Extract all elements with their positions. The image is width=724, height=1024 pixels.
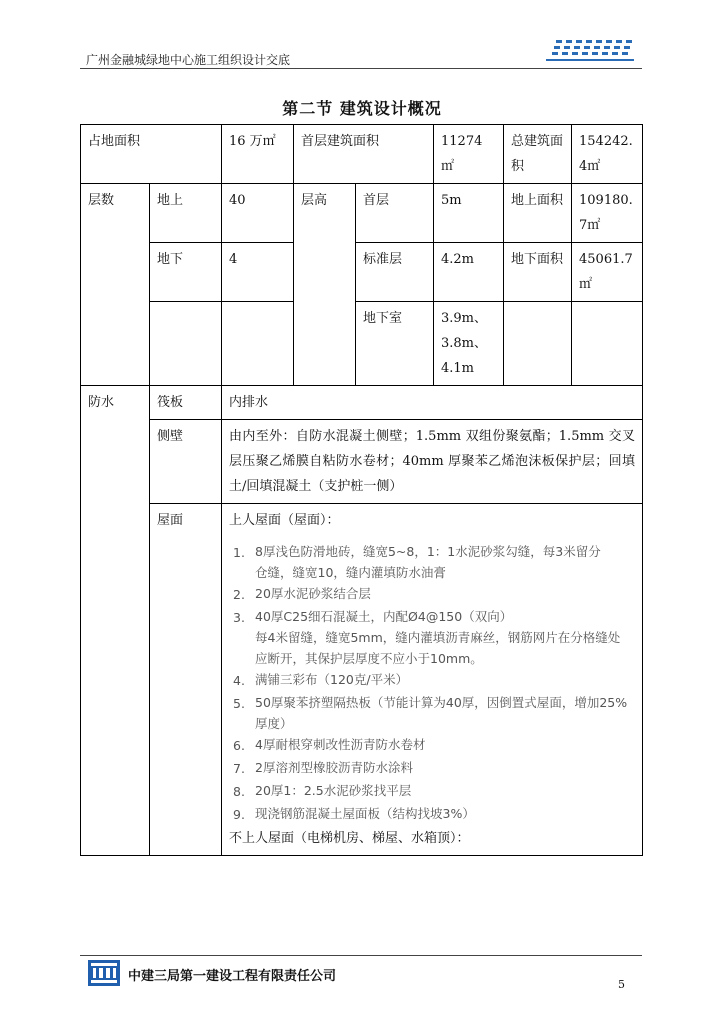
list-item-line: 现浇钢筋混凝土屋面板（结构找坡3%） (255, 806, 475, 821)
header-logo-icon (546, 38, 636, 66)
total-area-label: 总建筑面积 (504, 125, 572, 184)
raft-label: 筏板 (150, 386, 222, 420)
header-divider (80, 68, 642, 69)
roof-label: 屋面 (150, 504, 222, 856)
list-item (229, 583, 635, 606)
list-item-line: 40厚C25细石混凝土，内配Ø4@150（双向） (255, 609, 513, 624)
list-item-text (255, 803, 635, 826)
list-item (229, 757, 635, 780)
section-title: 第二节 建筑设计概况 (282, 99, 442, 118)
list-item (229, 734, 635, 757)
above-ground-label: 地上 (150, 184, 222, 243)
list-item-number: 2. (233, 587, 245, 602)
roof-nonaccessible-title: 不上人屋面（电梯机房、梯屋、水箱顶）： (229, 831, 470, 846)
total-area-value: 154242.4㎡ (572, 125, 643, 184)
table-row (81, 504, 643, 856)
building-design-table (80, 124, 643, 856)
company-logo-icon (88, 960, 120, 986)
site-area-value: 16 万㎡ (222, 125, 294, 184)
roof-layer-list (229, 541, 635, 826)
list-item-line: 4厚耐根穿刺改性沥青防水卷材 (255, 737, 426, 752)
sidewall-value: 由内至外：自防水混凝土侧壁；1.5mm 双组份聚氨酯；1.5mm 交叉层压聚乙烯膜自粘防水卷材；40mm 厚聚苯乙烯泡沫板保护层；回填土/回填混凝土（支护桩一侧） (222, 420, 643, 504)
list-item-number: 4. (233, 673, 245, 688)
list-item-number: 7. (233, 761, 245, 776)
roof-content (222, 504, 643, 856)
table-row (81, 243, 643, 302)
list-item-number: 8. (233, 784, 245, 799)
list-item-text (255, 583, 635, 606)
footer-divider (80, 955, 642, 956)
list-item-line: 满铺三彩布（120克/平米） (255, 672, 409, 687)
list-item-text (255, 692, 635, 734)
list-item-line: 每4米留缝，缝宽5mm，缝内灌填沥青麻丝，钢筋网片在分格缝处 (255, 630, 621, 645)
list-item-number: 5. (233, 696, 245, 711)
basement-values (434, 302, 504, 386)
list-item-text (255, 606, 635, 669)
waterproof-label: 防水 (81, 386, 150, 856)
first-floor-area-label: 首层建筑面积 (294, 125, 434, 184)
list-item-line: 20厚水泥砂浆结合层 (255, 586, 371, 601)
basement-label: 地下室 (356, 302, 434, 386)
standard-floor-value: 4.2m (434, 243, 504, 302)
floor-height-label: 层高 (294, 184, 356, 386)
list-item (229, 606, 635, 669)
below-area-value: 45061.7㎡ (572, 243, 643, 302)
site-area-label: 占地面积 (81, 125, 222, 184)
list-item-text (255, 757, 635, 780)
sidewall-label: 侧壁 (150, 420, 222, 504)
list-item-number: 1. (233, 545, 245, 560)
list-item-text (255, 734, 635, 757)
above-area-value: 109180.7㎡ (572, 184, 643, 243)
roof-accessible-title: 上人屋面（屋面）： (229, 513, 340, 528)
list-item (229, 692, 635, 734)
standard-floor-label: 标准层 (356, 243, 434, 302)
above-area-label: 地上面积 (504, 184, 572, 243)
list-item-line: 50厚聚苯挤塑隔热板（节能计算为40厚，因倒置式屋面，增加25%厚度） (255, 695, 628, 731)
list-item-line: 仓缝，缝宽10，缝内灌填防水油膏 (255, 565, 446, 580)
list-item-text (255, 780, 635, 803)
below-area-label: 地下面积 (504, 243, 572, 302)
first-floor-value: 5m (434, 184, 504, 243)
list-item (229, 669, 635, 692)
first-floor-area-value: 11274 ㎡ (434, 125, 504, 184)
basement-value: 3.9m、 (441, 311, 488, 326)
first-floor-label: 首层 (356, 184, 434, 243)
below-ground-value: 4 (222, 243, 294, 302)
table-row (81, 420, 643, 504)
list-item-text (255, 541, 635, 583)
raft-value: 内排水 (222, 386, 643, 420)
list-item-line: 2厚溶剂型橡胶沥青防水涂料 (255, 760, 413, 775)
page-number: 5 (618, 978, 625, 991)
list-item-number: 9. (233, 807, 245, 822)
floors-label: 层数 (81, 184, 150, 386)
table-row (81, 386, 643, 420)
basement-value: 4.1m (441, 361, 475, 376)
list-item (229, 803, 635, 826)
table-row (81, 302, 643, 386)
list-item-number: 6. (233, 738, 245, 753)
list-item-line: 8厚浅色防滑地砖，缝宽5~8，1：1水泥砂浆勾缝，每3米留分 (255, 544, 601, 559)
table-row (81, 184, 643, 243)
list-item-text (255, 669, 635, 692)
list-item-line: 应断开，其保护层厚度不应小于10mm。 (255, 651, 483, 666)
header-title: 广州金融城绿地中心施工组织设计交底 (86, 53, 291, 67)
list-item-number: 3. (233, 610, 245, 625)
footer-company: 中建三局第一建设工程有限责任公司 (128, 969, 337, 984)
table-row (81, 125, 643, 184)
list-item (229, 541, 635, 583)
below-ground-label: 地下 (150, 243, 222, 302)
list-item (229, 780, 635, 803)
list-item-line: 20厚1：2.5水泥砂浆找平层 (255, 783, 412, 798)
basement-value: 3.8m、 (441, 336, 488, 351)
above-ground-value: 40 (222, 184, 294, 243)
